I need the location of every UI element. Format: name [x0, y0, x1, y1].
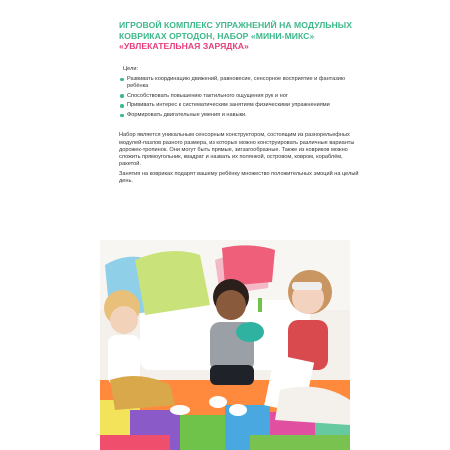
goal-text: Формировать двигательные умения и навыки. [127, 112, 247, 119]
goal-item [119, 93, 359, 100]
bullet-icon [120, 114, 124, 118]
page-title [119, 20, 359, 52]
bullet-icon [120, 104, 124, 108]
title-main: ИГРОВОЙ КОМПЛЕКС УПРАЖНЕНИЙ НА МОДУЛЬНЫХ КОВРИКАХ ОРТОДОН, НАБОР «МИНИ-МИКС» [119, 20, 353, 41]
bullet-icon [120, 78, 124, 82]
goal-text: Развивать координацию движений, равновесие, сенсорное восприятие и фантазию ребёнка [127, 75, 346, 90]
goal-text: Прививать интерес к систематическим занятиям физическими упражнениями [127, 102, 330, 109]
text-content [119, 20, 359, 185]
goals-label: Цели: [123, 65, 139, 72]
goal-item [119, 76, 359, 90]
goal-item [119, 112, 359, 119]
description-paragraph: Набор является уникальным сенсорным конструктором, состоящим из разнорельефных модулей-пазлов разного размера, из которых можно конструировать различные варианты дорожек-тропинок. Они могут быть прямые, зигзагообразные. Также из ковриков можно сложить прямоугольник, квадрат и назвать их полянкой, островом, ковром, кораблём, ракетой. [119, 132, 355, 168]
title-accent: «УВЛЕКАТЕЛЬНАЯ ЗАРЯДКА» [119, 41, 249, 52]
goal-text: Способствовать повышению тактильного ощущения рук и ног [127, 92, 288, 99]
product-photo [100, 240, 350, 450]
closing-paragraph: Занятия на ковриках подарят вашему ребёнку множество положительных эмоций на целый день. [119, 170, 359, 185]
goal-item [119, 102, 359, 109]
children-playing-illustration [100, 240, 350, 450]
goals-list [119, 76, 359, 119]
bullet-icon [120, 94, 124, 98]
